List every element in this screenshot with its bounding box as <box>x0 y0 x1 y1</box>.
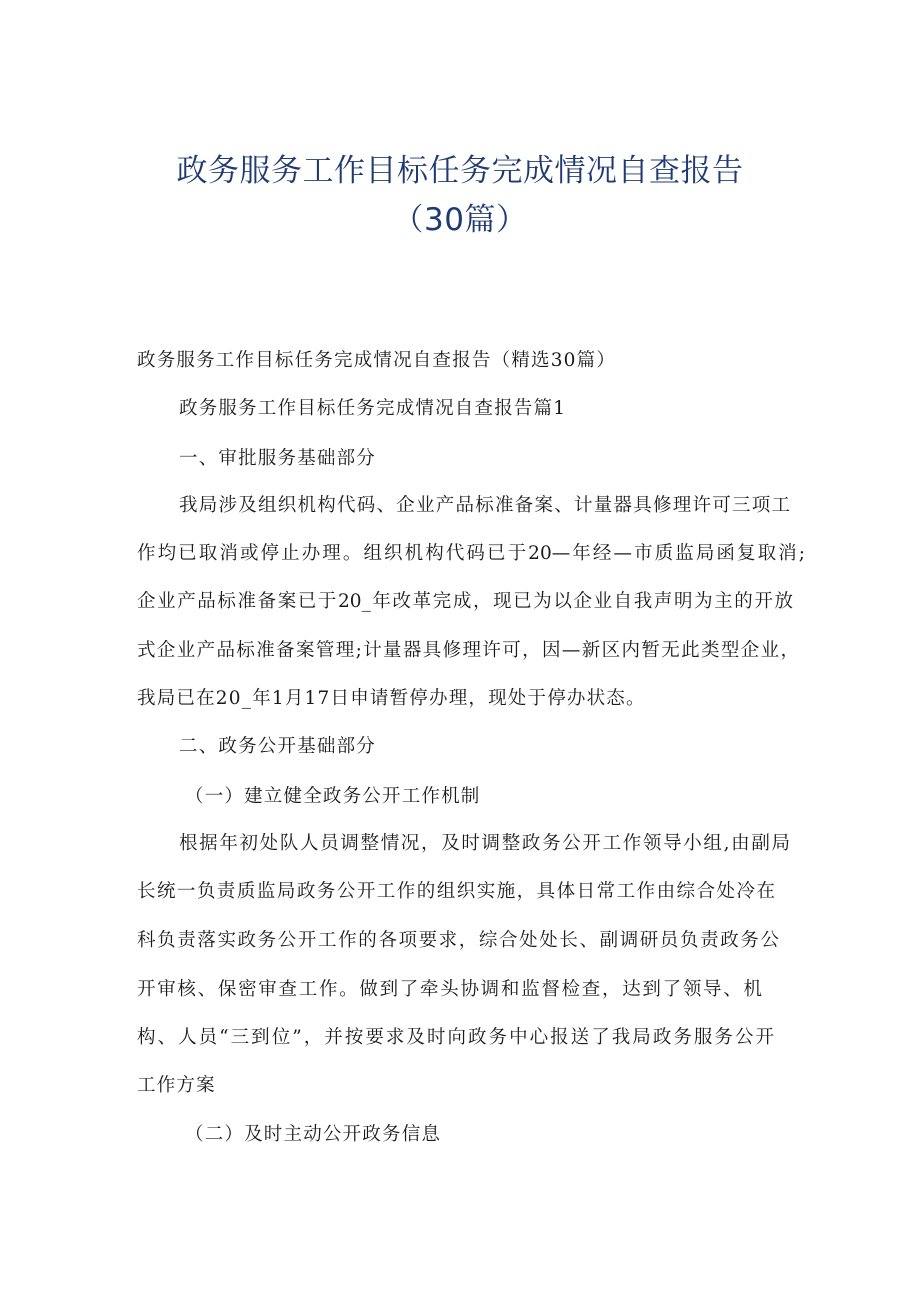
para2-line: 构、人员“三到位”，并按要求及时向政务中心报送了我局政务服务公开 <box>137 1027 774 1048</box>
para1-line: 我局已在20_年1月17日申请暂停办理，现处于停办状态。 <box>137 688 646 709</box>
section1-heading: 一、审批服务基础部分 <box>179 448 377 469</box>
article-heading: 政务服务工作目标任务完成情况自查报告篇1 <box>179 398 567 419</box>
para1-line: 企业产品标准备案已于20_年改革完成，现已为以企业自我声明为主的开放 <box>137 591 793 612</box>
para2-line: 长统一负责质监局政务公开工作的组织实施，具体日常工作由综合处冷在 <box>137 881 775 902</box>
para1-line: 作均已取消或停止办理。组织机构代码已于20—年经—市质监局函复取消; <box>137 543 805 564</box>
sub2-heading: （二）及时主动公开政务信息 <box>185 1124 442 1145</box>
para1-line: 我局涉及组织机构代码、企业产品标准备案、计量器具修理许可三项工 <box>179 495 790 516</box>
sub1-heading: （一）建立健全政务公开工作机制 <box>185 786 481 807</box>
para2-line: 开审核、保密审查工作。做到了牵头协调和监督检查，达到了领导、机 <box>137 979 762 1000</box>
para1-line: 式企业产品标准备案管理;计量器具修理许可，因—新区内暂无此类型企业， <box>137 640 799 661</box>
section2-heading: 二、政务公开基础部分 <box>179 736 377 757</box>
document-title-line1: 政务服务工作目标任务完成情况自查报告 <box>176 153 744 189</box>
subtitle: 政务服务工作目标任务完成情况自查报告（精选30篇） <box>137 350 617 371</box>
document-title-line2: （30篇） <box>392 202 528 238</box>
para2-line: 科负责落实政务公开工作的各项要求，综合处处长、副调研员负责政务公 <box>137 930 779 951</box>
para2-line: 工作方案 <box>137 1075 216 1096</box>
para2-line: 根据年初处队人员调整情况，及时调整政务公开工作领导小组,由副局 <box>179 833 790 854</box>
